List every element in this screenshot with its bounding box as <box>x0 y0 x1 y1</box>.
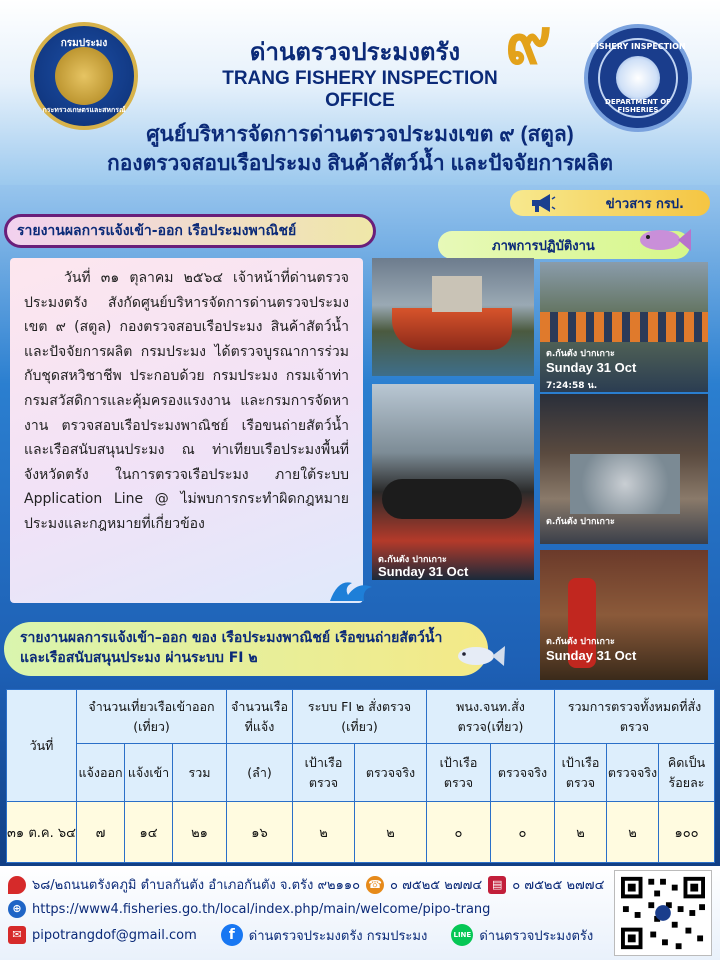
operations-label: ภาพการปฏิบัติงาน <box>492 238 595 254</box>
photo-fire-extinguisher <box>540 550 708 680</box>
footer-contact-row <box>8 874 604 895</box>
fish-icon <box>634 224 692 256</box>
footer-website[interactable]: https://www4.fisheries.go.th/local/index.php/main/welcome/pipo-trang <box>32 901 491 917</box>
photo-fish-hold <box>540 394 708 544</box>
region-nine-emblem: ๙ <box>505 4 552 79</box>
subheader-officer-actual: ตรวจจริง <box>491 744 555 802</box>
phone-icon: ☎ <box>366 876 384 894</box>
logo-right-bottom: DEPARTMENT OF FISHERIES <box>605 98 671 114</box>
megaphone-icon <box>530 193 556 213</box>
footer-phone: ๐ ๗๕๒๕ ๒๗๗๔ <box>390 878 483 893</box>
cell-percent: ๑๐๐ <box>659 802 715 863</box>
article-text: วันที่ ๓๑ ตุลาคม ๒๕๖๔ เจ้าหน้าที่ด่านตรวจประมงตรัง สังกัดศูนย์บริหารจัดการด่านตรวจประมง เขต ๙ (สตูล) กองตรวจสอบเรือประมง สินค้าสัตว์น้ำ และปัจจัยการผลิต กรมประมง ได้ตรวจบูรณาการร่วมกับชุดสหวิชาชีพ ประกอบด้วย กรมประมง กรมเจ้าท่า กรมสวัสดิการและคุ้มครองแรงงาน และกรมการจัดหางาน ตรวจสอบเรือประมงพาณิชย์ เรือขนถ่ายสัตว์น้ำและเรือสนับสนุนประมง ณ ท่าเทียบเรือประมงพื้นที่จังหวัดตรัง ในการตรวจเรือประมง ภายใต้ระบบ Application Line @ ไม่พบการกระทำผิดกฎหมายประมงและกฎหมายที่เกี่ยวข้อง <box>24 270 349 532</box>
location-pin-icon <box>8 876 26 894</box>
photo-crew-on-deck <box>540 262 708 392</box>
dolphin-icon <box>452 640 506 670</box>
subheader-unit: (ลำ) <box>227 744 293 802</box>
subtitle-center: ศูนย์บริหารจัดการด่านตรวจประมงเขต ๙ (สตูล) <box>146 123 574 146</box>
cell-boats: ๑๖ <box>227 802 293 863</box>
report-title-pill <box>4 622 488 676</box>
subheader-in: แจ้งเข้า <box>125 744 173 802</box>
news-label: ข่าวสาร กรป. <box>605 196 684 212</box>
header-total: รวมการตรวจทั้งหมดที่สั่งตรวจ <box>555 690 715 744</box>
fax-icon: ▤ <box>488 876 506 894</box>
footer-facebook[interactable]: ด่านตรวจประมงตรัง กรมประมง <box>248 928 428 944</box>
cell-out: ๗ <box>77 802 125 863</box>
photo-date-label-4: Sunday 31 Oct <box>546 648 637 663</box>
facebook-icon: f <box>221 924 243 946</box>
logo-left-text: กรมประมง <box>60 38 108 49</box>
report-title-line-1: รายงานผลการแจ้งเข้า–ออก ของ เรือประมงพาณิชย์ เรือขนถ่ายสัตว์น้ำ <box>20 630 443 646</box>
footer-fax: ๐ ๗๕๒๕ ๒๗๗๔ <box>512 878 605 893</box>
cell-total-actual: ๒ <box>607 802 659 863</box>
photo-place-tag-4: ต.กันตัง ปากเกาะ <box>546 637 615 647</box>
line-icon: LINE <box>451 924 473 946</box>
cell-fi2-actual: ๒ <box>355 802 427 863</box>
wave-icon <box>328 573 374 603</box>
page-title-th: ด่านตรวจประมงตรัง <box>249 39 461 66</box>
subheader-sum: รวม <box>173 744 227 802</box>
header-fi2: ระบบ FI ๒ สั่งตรวจ (เที่ยว) <box>293 690 427 744</box>
photo-time-tag: 7:24:58 น. <box>546 381 598 391</box>
header-officer: พนง.จนท.สั่งตรวจ(เที่ยว) <box>427 690 555 744</box>
cell-officer-target: ๐ <box>427 802 491 863</box>
footer-line[interactable]: ด่านตรวจประมงตรัง <box>479 928 594 944</box>
header-date: วันที่ <box>7 690 77 802</box>
footer-address: ๖๘/๒ถนนตรังคภูมิ ตำบลกันตัง อำเภอกันตัง จ.ตรัง ๙๒๑๑๐ <box>32 878 361 893</box>
photo-place-tag-2: ต.กันตัง ปากเกาะ <box>378 555 447 565</box>
cell-in: ๑๔ <box>125 802 173 863</box>
cell-officer-actual: ๐ <box>491 802 555 863</box>
news-label-pill <box>510 190 710 216</box>
section-title-pill <box>4 214 376 248</box>
photo-place-tag: ต.กันตัง ปากเกาะ <box>546 349 615 359</box>
cell-fi2-target: ๒ <box>293 802 355 863</box>
header-boats: จำนวนเรือที่แจ้ง <box>227 690 293 744</box>
photo-date-label-2: Sunday 31 Oct <box>378 564 469 579</box>
photo-boat-deck-nets <box>372 384 534 580</box>
subheader-out: แจ้งออก <box>77 744 125 802</box>
subheader-percent: คิดเป็นร้อยละ <box>659 744 715 802</box>
footer-social-row <box>8 924 593 946</box>
footer <box>0 866 720 960</box>
qr-code[interactable] <box>614 870 712 956</box>
department-of-fisheries-logo <box>30 22 138 130</box>
cell-date: ๓๑ ต.ค. ๖๔ <box>7 802 77 863</box>
footer-website-row <box>8 900 490 918</box>
subheader-officer-target: เป้าเรือตรวจ <box>427 744 491 802</box>
cell-sum: ๒๑ <box>173 802 227 863</box>
logo-right-top: FISHERY INSPECTION <box>590 42 686 51</box>
report-table <box>6 689 714 863</box>
table-row <box>7 802 715 863</box>
subtitle-division: กองตรวจสอบเรือประมง สินค้าสัตว์น้ำ และปัจจัยการผลิต <box>106 152 613 175</box>
report-title-line-2: และเรือสนับสนุนประมง ผ่านระบบ FI ๒ <box>20 650 258 666</box>
cell-total-target: ๒ <box>555 802 607 863</box>
header-trips: จำนวนเที่ยวเรือเข้าออก (เที่ยว) <box>77 690 227 744</box>
photo-date-label: Sunday 31 Oct <box>546 360 637 375</box>
page-title-en: TRANG FISHERY INSPECTION OFFICE <box>222 68 498 111</box>
subheader-total-actual: ตรวจจริง <box>607 744 659 802</box>
subheader-fi2-target: เป้าเรือตรวจ <box>293 744 355 802</box>
subheader-fi2-actual: ตรวจจริง <box>355 744 427 802</box>
section-title: รายงานผลการแจ้งเข้า-ออก เรือประมงพาณิชย์ <box>17 223 297 239</box>
header <box>0 0 720 185</box>
email-icon: ✉ <box>8 926 26 944</box>
article-card <box>10 258 363 603</box>
fishery-inspection-logo <box>584 24 692 132</box>
photo-place-tag-3: ต.กันตัง ปากเกาะ <box>546 517 615 527</box>
footer-email[interactable]: pipotrangdof@gmail.com <box>32 927 197 943</box>
globe-icon: ⊕ <box>8 900 26 918</box>
photo-boat-crew <box>372 258 534 376</box>
subheader-total-target: เป้าเรือตรวจ <box>555 744 607 802</box>
logo-left-caption: กระทรวงเกษตรและสหกรณ์ <box>42 106 126 114</box>
